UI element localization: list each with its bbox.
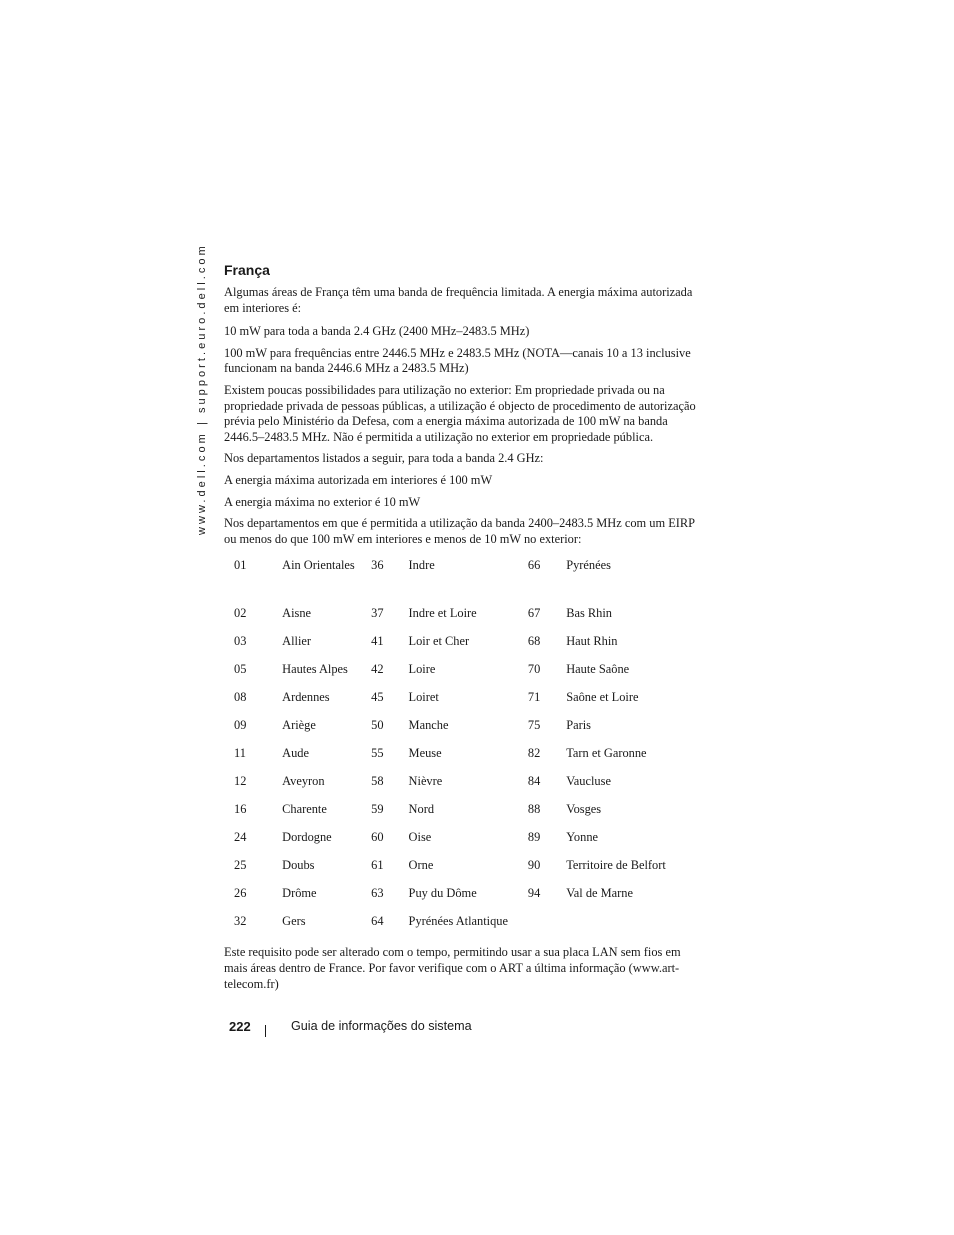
dept-name: Ardennes [282,690,330,705]
dept-name: Oise [408,830,432,845]
dept-name: Territoire de Belfort [566,858,666,873]
dept-name: Indre [408,558,435,573]
dept-name: Puy du Dôme [408,886,477,901]
paragraph-outdoor-use: Existem poucas possibilidades para utilização no exterior: Em propriedade privada ou na propriedade privada de pessoas públicas, a utilização é objecto de procedimento de autorização prévia pelo Ministério da Defesa, com a energia máxima autorizada de 100 mW na banda 2446.5–2483.5 MHz. Não é permitida a utilização no exterior em propriedade pública. [224,382,696,444]
dept-name: Gers [282,914,306,929]
dept-number: 09 [234,718,247,733]
paragraph-indoor-10mw: 10 mW para toda a banda 2.4 GHz (2400 MHz–2483.5 MHz) [224,324,530,339]
table-row [224,743,704,771]
table-row [224,827,704,855]
footer-title: Guia de informações do sistema [291,1019,472,1033]
dept-number: 03 [234,634,247,649]
dept-name: Bas Rhin [566,606,612,621]
side-url: www.dell.com | support.euro.dell.com [196,243,208,535]
dept-name: Doubs [282,858,315,873]
dept-number: 58 [371,774,384,789]
table-row [224,855,704,883]
dept-number: 32 [234,914,247,929]
table-row [224,687,704,715]
paragraph-eirp: Nos departamentos em que é permitida a utilização da banda 2400–2483.5 MHz com um EIRP ou menos do que 100 mW em interiores e menos de 10 mW no exterior: [224,516,695,546]
dept-number: 55 [371,746,384,761]
dept-number: 61 [371,858,384,873]
dept-number: 75 [527,718,541,733]
section-title: França [224,262,270,278]
dept-number: 26 [234,886,247,901]
dept-name: Nièvre [408,774,443,789]
dept-name: Meuse [408,746,442,761]
table-row [224,799,704,827]
dept-number: 36 [371,558,384,573]
paragraph-outdoor-max: A energia máxima no exterior é 10 mW [224,494,421,509]
dept-number: 89 [527,830,541,845]
dept-number: 11 [234,746,246,761]
dept-number: 90 [527,858,541,873]
dept-number: 94 [527,886,541,901]
dept-name: Aude [282,746,309,761]
dept-number: 84 [527,774,541,789]
dept-name: Aisne [282,606,312,621]
dept-number: 60 [371,830,384,845]
dept-name: Vosges [566,802,602,817]
dept-number: 16 [234,802,247,817]
dept-name: Pyrénées Atlantique [408,914,508,929]
dept-name: Haut Rhin [566,634,618,649]
table-row [224,631,704,659]
dept-number: 45 [371,690,384,705]
dept-number: 88 [527,802,541,817]
dept-number: 59 [371,802,384,817]
paragraph-closing: Este requisito pode ser alterado com o tempo, permitindo usar a sua placa LAN sem fios em mais áreas dentro de France. Por favor verifique com o ART a última informação (www.art-telecom.fr) [224,945,681,991]
dept-name: Loir et Cher [408,634,470,649]
dept-name: Charente [282,802,327,817]
dept-number: 37 [371,606,384,621]
paragraph-departments-intro: Nos departamentos listados a seguir, para toda a banda 2.4 GHz: [224,451,544,466]
dept-name: Val de Marne [566,886,633,901]
dept-name: Loire [408,662,436,677]
dept-name: Loiret [408,690,439,705]
dept-number: 42 [371,662,384,677]
table-row [224,715,704,743]
dept-number [528,911,566,939]
main-content [224,262,704,998]
dept-number: 63 [371,886,384,901]
dept-name: Orne [408,858,434,873]
dept-name: Ariège [282,718,316,733]
dept-name: Tarn et Garonne [566,746,647,761]
table-row [224,659,704,687]
dept-number: 67 [527,606,541,621]
dept-number: 66 [527,558,541,573]
table-row [224,911,704,939]
dept-number: 01 [234,558,247,573]
paragraph-indoor-max: A energia máxima autorizada em interiores é 100 mW [224,472,493,487]
dept-name: Aveyron [282,774,325,789]
dept-name: Pyrénées [566,558,611,573]
dept-name: Dordogne [282,830,332,845]
dept-number: 08 [234,690,247,705]
dept-name: Hautes Alpes [282,662,348,677]
dept-name: Allier [282,634,312,649]
dept-number: 41 [371,634,384,649]
dept-number: 68 [527,634,541,649]
table-row [224,603,704,631]
dept-name: Vaucluse [566,774,611,789]
dept-number: 82 [527,746,541,761]
dept-name: Paris [566,718,592,733]
dept-name: Manche [408,718,449,733]
dept-name [566,911,704,939]
paragraph-100mw-range: 100 mW para frequências entre 2446.5 MHz e 2483.5 MHz (NOTA—canais 10 a 13 inclusive funcionam na banda 2446.6 MHz a 2483.5 MHz) [224,345,691,376]
dept-name: Haute Saône [566,662,630,677]
departments-table [224,555,704,939]
dept-name: Saône et Loire [566,690,639,705]
paragraph-intro: Algumas áreas de França têm uma banda de frequência limitada. A energia máxima autorizada em interiores é: [224,285,693,315]
dept-number: 24 [234,830,247,845]
dept-number: 64 [371,914,384,929]
dept-number: 70 [527,662,541,677]
dept-number: 25 [234,858,247,873]
page-number: 222 [229,1019,251,1034]
dept-number: 02 [234,606,247,621]
dept-name: Yonne [566,830,599,845]
dept-name: Drôme [282,886,317,901]
dept-name: Ain Orientales [282,558,355,573]
dept-number: 71 [527,690,541,705]
table-row [224,555,704,603]
footer-divider [265,1025,266,1037]
dept-name: Nord [408,802,435,817]
table-row [224,771,704,799]
dept-name: Indre et Loire [408,606,477,621]
dept-number: 05 [234,662,247,677]
dept-number: 12 [234,774,247,789]
table-row [224,883,704,911]
dept-number: 50 [371,718,384,733]
